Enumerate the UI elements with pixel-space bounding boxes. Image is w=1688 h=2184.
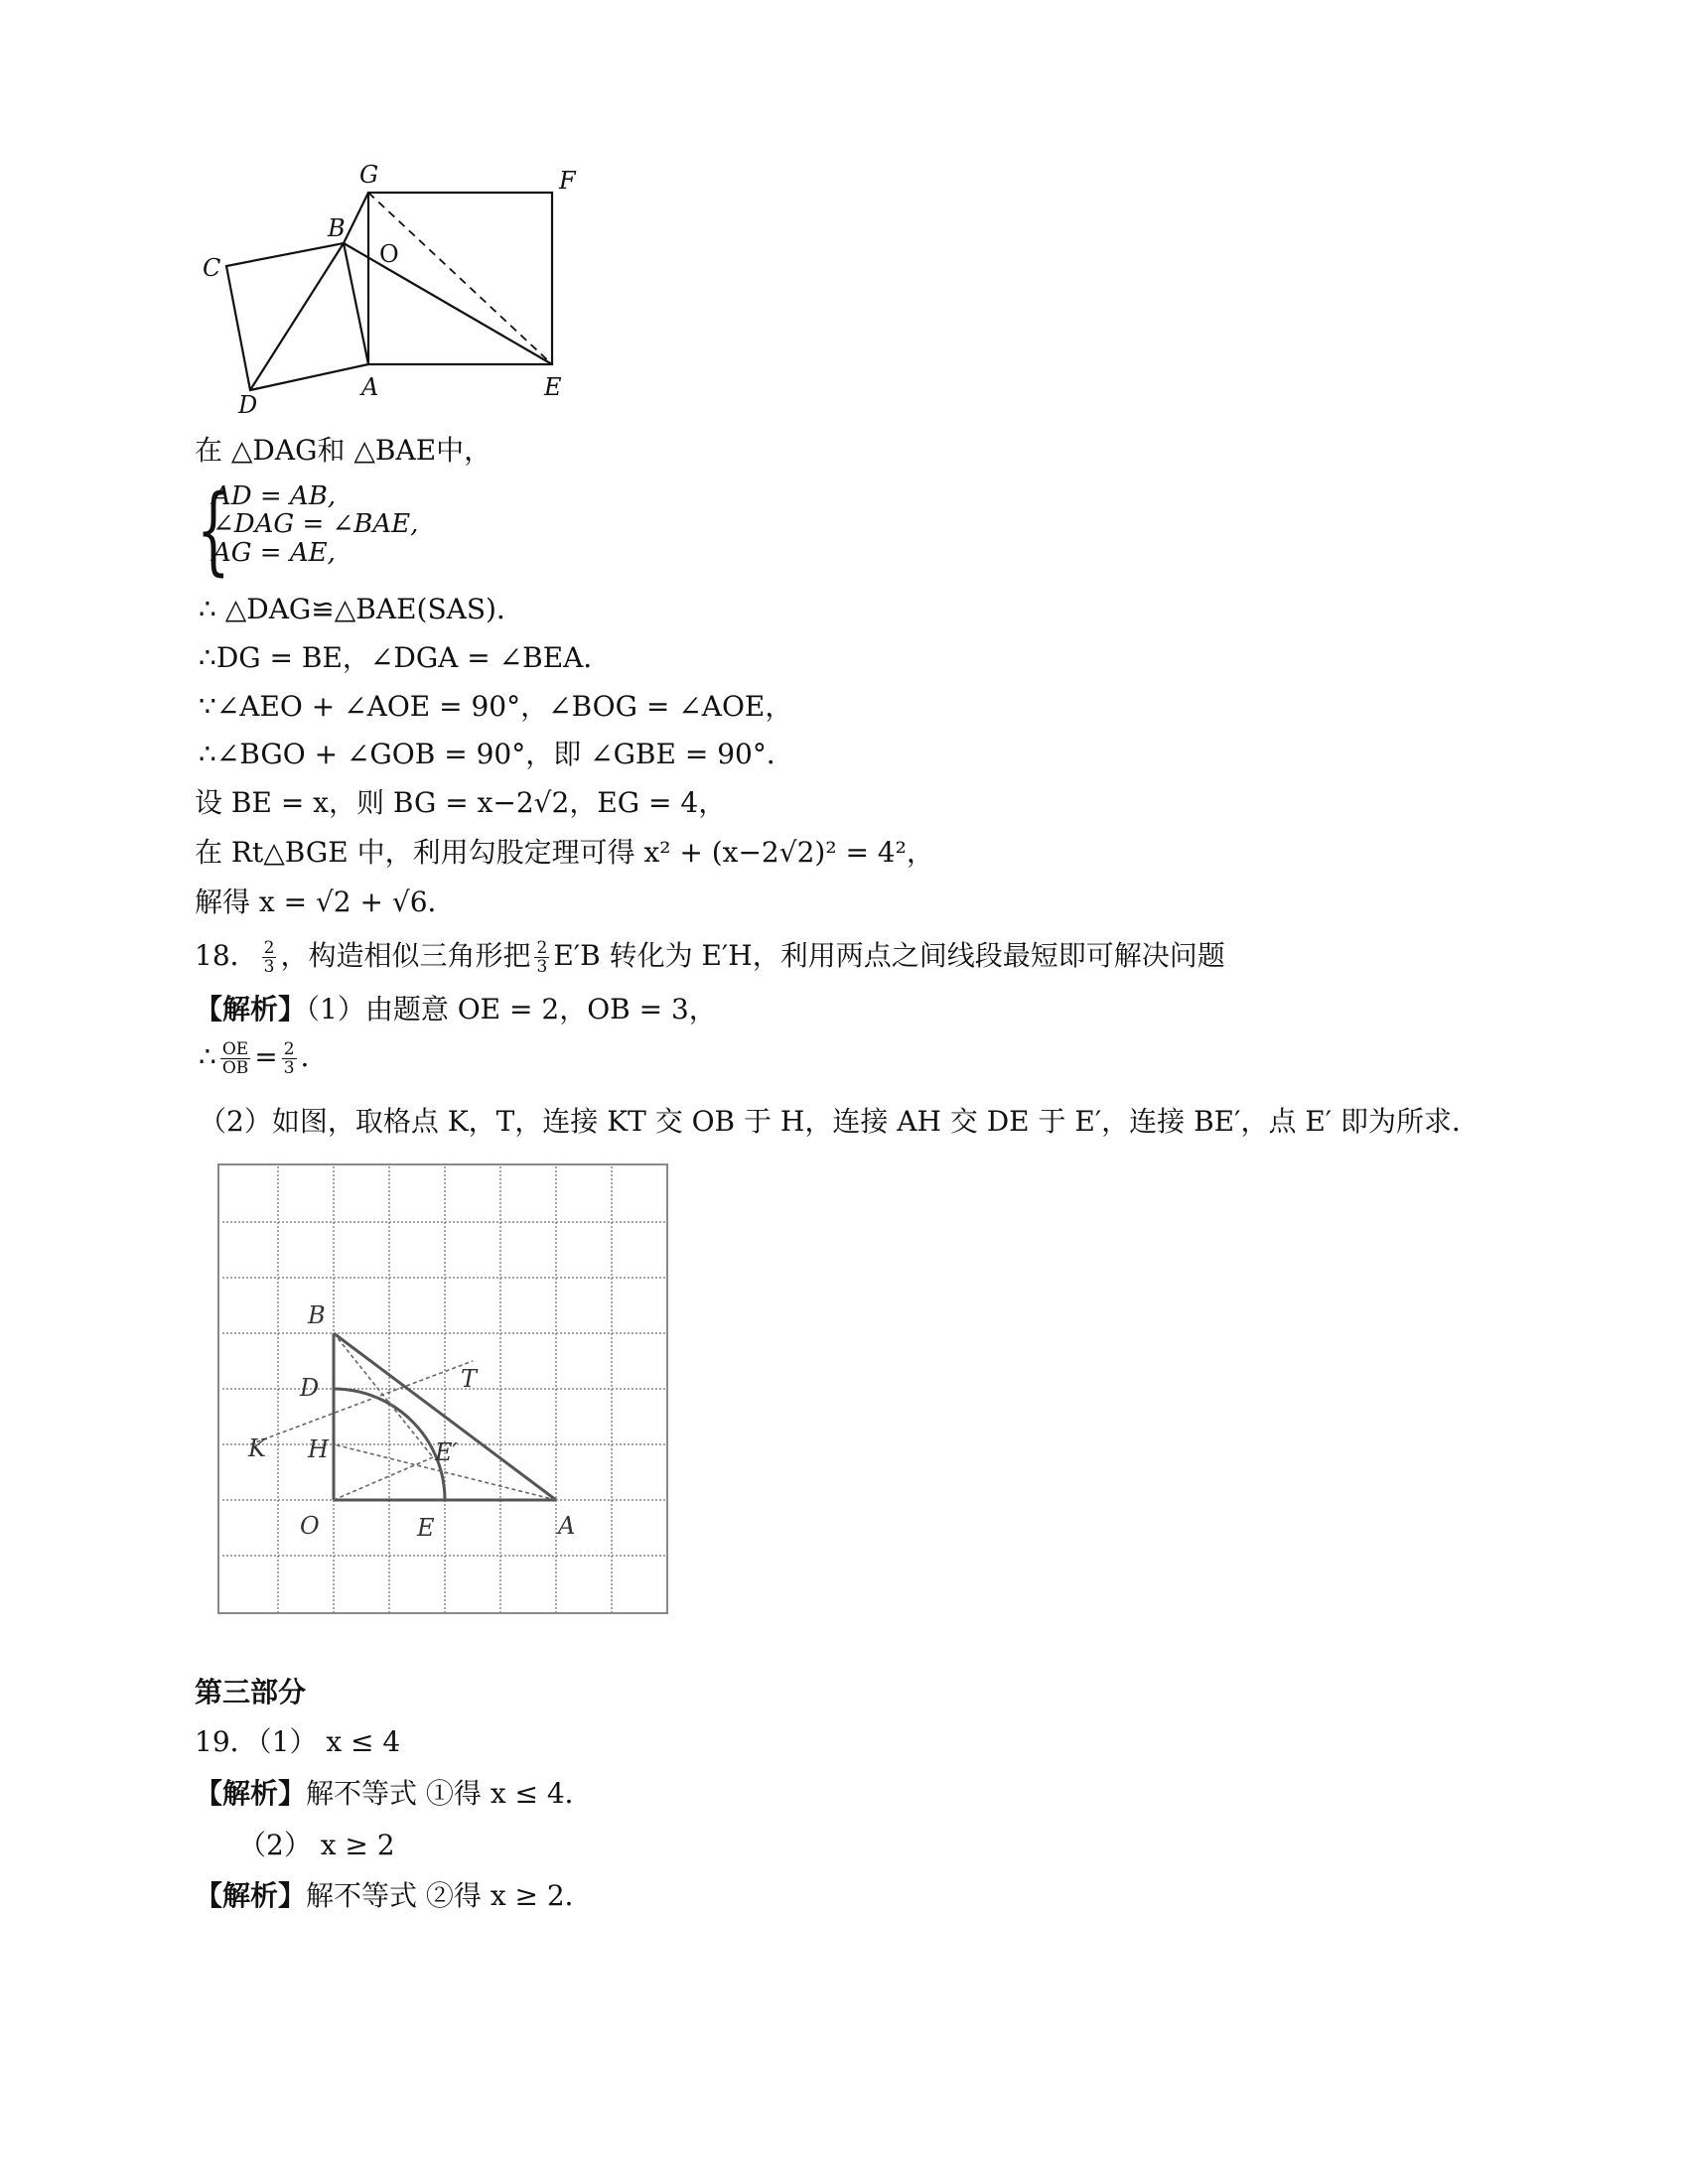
analysis-tag: 【解析】 [195, 993, 307, 1025]
text-line-1: 在 △DAG和 △BAE中， [195, 434, 492, 467]
text-line-3: ∴DG = BE，∠DGA = ∠BEA． [199, 641, 612, 674]
brace: { [197, 475, 230, 586]
segment-be [344, 243, 552, 364]
label-b: B [328, 214, 346, 242]
segment-oe-prime [334, 1457, 433, 1500]
system-line-1: AD = AB, [212, 481, 337, 511]
fraction-oe-ob: $\frac{OE}{OB}$ [221, 1039, 249, 1078]
text-line-4: ∵∠AEO + ∠AOE = 90°，∠BOG = ∠AOE， [199, 690, 793, 723]
text-line-11: ∴ $\frac{OE}{OB}$ = $\frac{2}{3}$ ． [199, 1039, 329, 1078]
label-e-prime: E′ [435, 1438, 458, 1466]
system-line-2: ∠DAG = ∠BAE, [212, 509, 419, 539]
label-e2: E [417, 1514, 435, 1542]
text-line-5: ∴∠BGO + ∠GOB = 90°，即 ∠GBE = 90°． [199, 738, 794, 770]
text-line-8: 解得 x = √2 + √6． [195, 886, 456, 918]
label-t: T [461, 1365, 478, 1393]
analysis-tag-3: 【解析】 [195, 1879, 307, 1912]
text-line-6: 设 BE = x，则 BG = x−2√2，EG = 4， [195, 786, 727, 819]
label-h: H [308, 1435, 329, 1463]
system-line-3: AG = AE, [212, 538, 336, 568]
text-line-2: ∴ △DAG≌△BAE(SAS)． [199, 593, 524, 625]
fraction-two-thirds: $\frac{2}{3}$ [283, 1039, 295, 1078]
fraction-coef: $\frac{2}{3}$ [536, 938, 548, 977]
analysis-tag-2: 【解析】 [195, 1777, 307, 1810]
segment-bg [344, 193, 368, 243]
text-line-12: （2）如图，取格点 K，T，连接 KT 交 OB 于 H，连接 AH 交 DE 于 E′，连接 BE′，点 E′ 即为所求． [199, 1105, 1480, 1138]
label-a2: A [558, 1512, 576, 1540]
section-title: 第三部分 [195, 1676, 307, 1708]
text-line-7: 在 Rt△BGE 中，利用勾股定理可得 x² + (x−2√2)² = 4²， [195, 836, 934, 869]
q18-number: 18． [195, 939, 258, 972]
label-f: F [559, 167, 576, 195]
segment-ge-dashed [368, 193, 552, 364]
label-c: C [203, 254, 221, 282]
text-line-10: 【解析】（1）由题意 OE = 2，OB = 3， [195, 993, 717, 1025]
fraction-answer: $\frac{2}{3}$ [263, 938, 275, 977]
label-o2: O [300, 1512, 320, 1540]
segment-kt [250, 1361, 473, 1444]
text-line-9: 18． $\frac{2}{3}$ ，构造相似三角形把 $\frac{2}{3}$ E′B 转化为 E′H，利用两点之间线段最短即可解决问题 [195, 938, 1225, 977]
label-k: K [248, 1434, 266, 1462]
figure-squares [189, 159, 586, 417]
text-line-16: 【解析】解不等式 ②得 x ≥ 2． [195, 1879, 593, 1912]
segment-bd [250, 243, 344, 390]
label-o: O [379, 240, 399, 268]
text-line-15: （2） x ≥ 2 [238, 1829, 395, 1861]
label-b2: B [308, 1301, 326, 1329]
figure-grid [199, 1157, 695, 1633]
label-d2: D [300, 1374, 320, 1402]
label-g: G [359, 161, 379, 189]
text-line-13: 19．（1） x ≤ 4 [195, 1725, 401, 1758]
label-d: D [238, 391, 258, 417]
label-a: A [361, 373, 379, 401]
text-line-14: 【解析】解不等式 ①得 x ≤ 4． [195, 1777, 593, 1810]
label-e: E [544, 373, 562, 401]
